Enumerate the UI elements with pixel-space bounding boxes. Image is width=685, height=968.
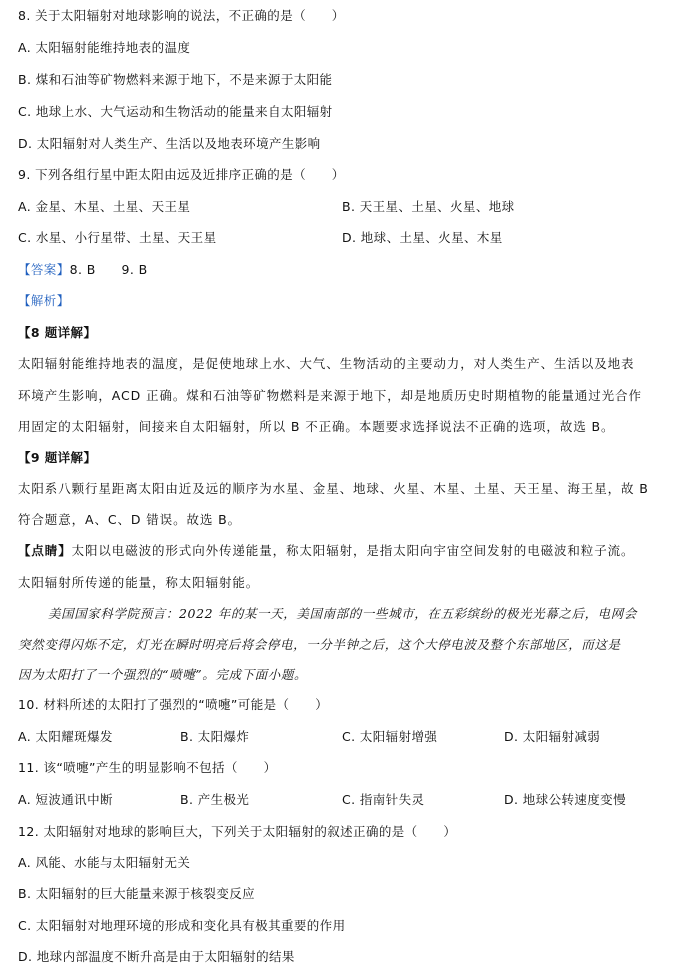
q9-option-a: A. 金星、木星、土星、天王星 [18,199,191,214]
analysis-label: 【解析】 [18,293,70,308]
q8-option-d: D. 太阳辐射对人类生产、生活以及地表环境产生影响 [18,136,321,151]
q11-option-b: B. 产生极光 [180,792,250,807]
material-line-2: 突然变得闪烁不定，灯光在瞬时明亮后将会停电，一分半钟之后，这个大停电波及整个东部地区，而这是 [18,637,621,652]
q12-stem: 12. 太阳辐射对地球的影响巨大，下列关于太阳辐射的叙述正确的是（ ） [18,824,457,839]
q10-option-b: B. 太阳爆炸 [180,729,250,744]
q9-stem: 9. 下列各组行星中距太阳由远及近排序正确的是（ ） [18,167,345,182]
q10-option-c: C. 太阳辐射增强 [342,729,438,744]
q11-option-d: D. 地球公转速度变慢 [504,792,626,807]
q8-option-c: C. 地球上水、大气运动和生物活动的能量来自太阳辐射 [18,104,333,119]
q8-option-a: A. 太阳辐射能维持地表的温度 [18,40,191,55]
q12-option-a: A. 风能、水能与太阳辐射无关 [18,855,191,870]
tip-label: 【点睛】 [18,543,72,558]
material-line-3: 因为太阳打了一个强烈的“喷嚏”。完成下面小题。 [18,667,308,682]
detail8-line-1: 太阳辐射能维持地表的温度，是促使地球上水、大气、生物活动的主要动力，对人类生产、生活以及地表 [18,356,635,371]
q8-stem: 8. 关于太阳辐射对地球影响的说法，不正确的是（ ） [18,8,345,23]
answer-line [18,262,148,278]
q10-option-a: A. 太阳耀斑爆发 [18,729,113,744]
q12-option-b: B. 太阳辐射的巨大能量来源于核裂变反应 [18,886,256,901]
q9-option-d: D. 地球、土星、火星、木星 [342,230,503,245]
detail9-title: 【9 题详解】 [18,450,97,465]
q10-option-d: D. 太阳辐射减弱 [504,729,601,744]
detail9-line-2: 符合题意，A、C、D 错误。故选 B。 [18,512,242,527]
material-line-1: 美国国家科学院预言：2022 年的某一天，美国南部的一些城市，在五彩缤纷的极光光幕之后，电网会 [48,606,637,621]
tip-line-1 [18,543,634,559]
detail8-line-2: 环境产生影响，ACD 正确。煤和石油等矿物燃料是来源于地下，却是地质历史时期植物的能量通过光合作 [18,388,642,403]
q11-stem: 11. 该“喷嚏”产生的明显影响不包括（ ） [18,760,277,775]
answer-label: 【答案】 [18,262,70,277]
q10-stem: 10. 材料所述的太阳打了强烈的“喷嚏”可能是（ ） [18,697,329,712]
tip-line-2: 太阳辐射所传递的能量，称太阳辐射能。 [18,575,260,590]
q12-option-c: C. 太阳辐射对地理环境的形成和变化具有极其重要的作用 [18,918,346,933]
tip-text-1: 太阳以电磁波的形式向外传递能量，称太阳辐射，是指太阳向宇宙空间发射的电磁波和粒子流。 [71,543,635,558]
q9-option-c: C. 水星、小行星带、土星、天王星 [18,230,217,245]
answer-text: 8. B 9. B [69,262,148,277]
q12-option-d: D. 地球内部温度不断升高是由于太阳辐射的结果 [18,949,295,964]
q11-option-c: C. 指南针失灵 [342,792,425,807]
detail9-line-1: 太阳系八颗行星距离太阳由近及远的顺序为水星、金星、地球、火星、木星、土星、天王星、海王星，故 B [18,481,649,496]
detail8-title: 【8 题详解】 [18,325,97,340]
detail8-line-3: 用固定的太阳辐射，间接来自太阳辐射，所以 B 不正确。本题要求选择说法不正确的选项，故选 B。 [18,419,615,434]
q9-option-b: B. 天王星、土星、火星、地球 [342,199,515,214]
q11-option-a: A. 短波通讯中断 [18,792,113,807]
q8-option-b: B. 煤和石油等矿物燃料来源于地下，不是来源于太阳能 [18,72,333,87]
